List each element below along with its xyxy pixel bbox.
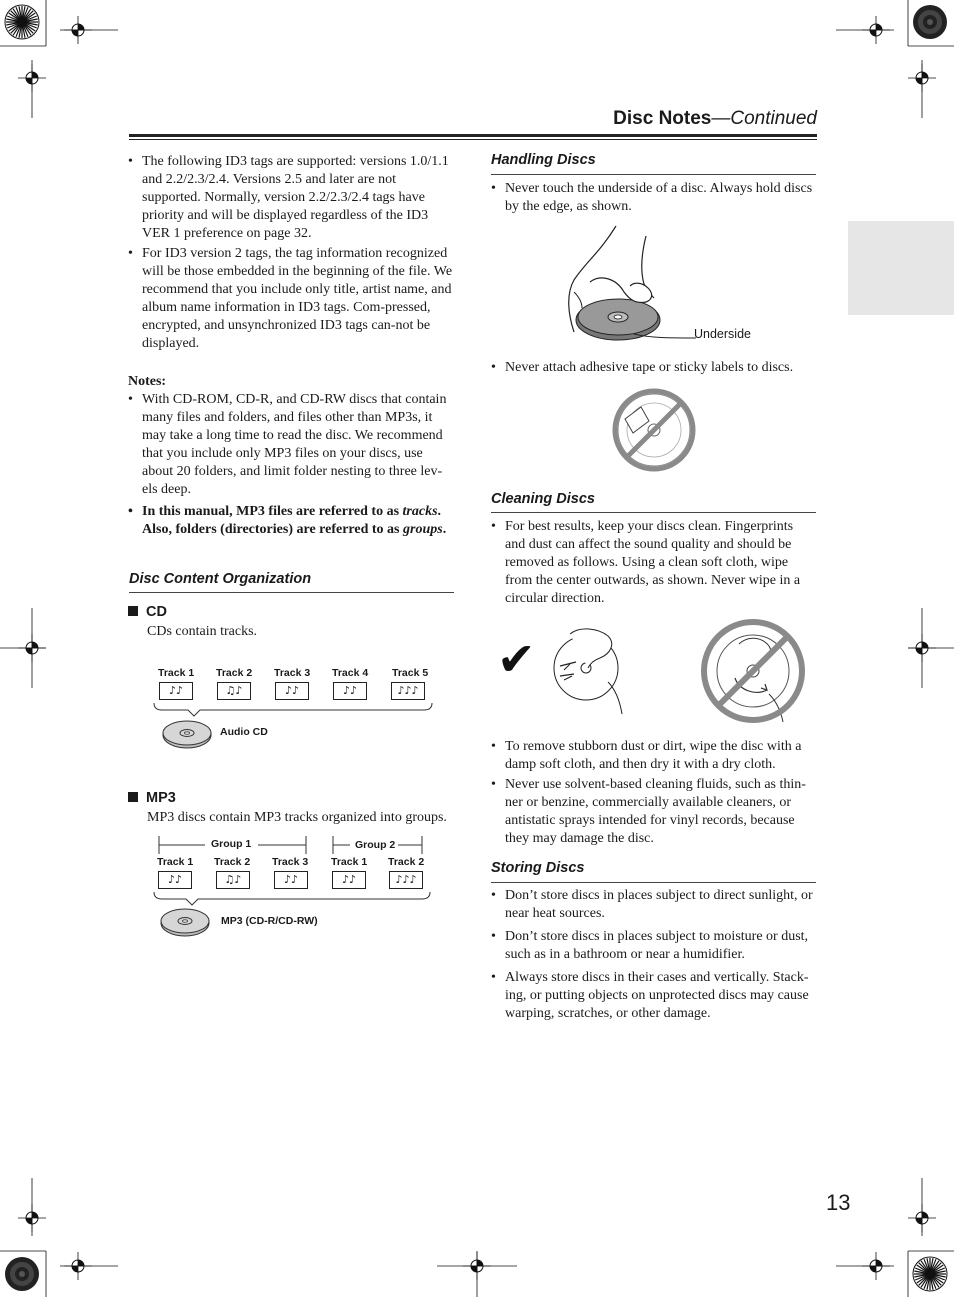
music-note-icon: ♫♪ [217, 682, 251, 700]
audio-cd-label: Audio CD [220, 726, 268, 738]
music-note-icon: ♪♪ [158, 871, 192, 889]
bold-note-part2: . Also, folders (directories) are referred to as [142, 504, 442, 537]
track-label: Track 3 [272, 856, 309, 868]
title-continued: —Continued [711, 108, 817, 129]
list-item: • Never use solvent-based cleaning fluids, such as thin-ner or benzine, commercially available cleaners, or antistatic sprays intended for vinyl records, because they may damage the disc. [491, 776, 816, 848]
page-number: 13 [826, 1190, 851, 1215]
cd-diagram [150, 664, 440, 754]
storing-rule [491, 882, 816, 883]
square-bullet-icon [128, 606, 138, 616]
track-label: Track 2 [214, 856, 251, 868]
disc-icon [162, 720, 214, 750]
music-note-icon: ♪♪ [332, 871, 366, 889]
handling-text-1 [491, 180, 816, 218]
square-bullet-icon [128, 792, 138, 802]
list-item: • For best results, keep your discs clean. Fingerprints and dust can affect the sound quality and should be removed as follows. Using a clean soft cloth, wipe from the center outwards, as shown. Never wipe in a circular direction. [491, 518, 816, 608]
id3-list [128, 153, 455, 355]
bracket-icon [150, 891, 440, 909]
list-item: • Always store discs in their cases and vertically. Stack-ing, or putting objects on unprotected discs may cause warping, scratches, or other damage. [491, 969, 818, 1023]
music-note-icon: ♫♪ [216, 871, 250, 889]
track-label: Track 1 [158, 667, 195, 679]
track-label: Track 5 [392, 667, 429, 679]
storing-text [491, 887, 818, 1025]
cd-text: CDs contain tracks. [147, 624, 258, 639]
list-item: • For ID3 version 2 tags, the tag information recognized will be those embedded in the beginning of the file. We recommend that you include only title, artist name, and album name information in ID3 tags. Com-pressed, encrypted, and unsynchronized ID3 tags can-not be displayed. [128, 245, 455, 353]
list-item: • Never attach adhesive tape or sticky labels to discs. [491, 359, 816, 377]
no-tape-disc-icon [611, 387, 697, 473]
list-item-bold-note [128, 503, 455, 539]
track-label: Track 4 [332, 667, 369, 679]
list-item: • The following ID3 tags are supported: versions 1.0/1.1 and 2.2/2.3/2.4. Versions 2.5 and later are not supported. Normally, version 2.2/2.3/2.4 tags have priority and will be displayed regardless of the ID3 VER 1 preference on page 32. [128, 153, 455, 243]
bracket-icon [150, 702, 440, 720]
cd-heading [128, 604, 167, 620]
list-item: • Don’t store discs in places subject to direct sunlight, or near heat sources. [491, 887, 818, 923]
bold-note-part1: In this manual, MP3 files are referred to as [142, 504, 403, 519]
list-item: • Don’t store discs in places subject to moisture or dust, such as in a bathroom or near a humidifier. [491, 928, 818, 964]
bold-note-part3: . [442, 522, 447, 537]
music-note-icon: ♪♪ [159, 682, 193, 700]
mp3-diagram [150, 834, 440, 942]
handling-rule [491, 174, 816, 175]
bold-note-groups: groups [403, 522, 443, 537]
list-item: • With CD-ROM, CD-R, and CD-RW discs that contain many files and folders, and files other than MP3s, it may take a long time to read the disc. We recommend that you include only MP3 files on your discs, use about 20 folders, and limit folder nesting to three lev-els deep. [128, 391, 455, 499]
track-label: Track 1 [157, 856, 194, 868]
notes-heading: Notes: [128, 374, 167, 389]
music-note-icon: ♪♪♪ [391, 682, 425, 700]
header-rule-thick [129, 134, 817, 137]
no-circular-wiping-icon [699, 618, 807, 724]
disc-org-heading: Disc Content Organization [129, 571, 312, 587]
header-rule-thin [129, 139, 817, 140]
side-tab [848, 221, 954, 315]
group-label: Group 1 [211, 838, 252, 850]
handling-text-2 [491, 359, 816, 379]
cleaning-text-1 [491, 518, 816, 610]
storing-heading: Storing Discs [491, 860, 585, 876]
title-text: Disc Notes [613, 108, 712, 129]
mp3-disc-label: MP3 (CD-R/CD-RW) [221, 915, 318, 927]
hand-holding-disc-icon [560, 222, 700, 347]
music-note-icon: ♪♪ [275, 682, 309, 700]
cleaning-rule [491, 512, 816, 513]
page-title [613, 108, 817, 130]
mp3-heading [128, 790, 176, 806]
underside-label: Underside [694, 327, 751, 341]
mp3-heading-text: MP3 [146, 790, 176, 806]
music-note-icon: ♪♪ [274, 871, 308, 889]
track-label: Track 2 [388, 856, 425, 868]
list-item: • Never touch the underside of a disc. Always hold discs by the edge, as shown. [491, 180, 816, 216]
correct-wiping-icon [550, 624, 630, 716]
mp3-text: MP3 discs contain MP3 tracks organized into groups. [147, 810, 447, 825]
disc-org-rule [129, 592, 454, 593]
notes-block [128, 373, 455, 541]
cleaning-heading: Cleaning Discs [491, 491, 595, 507]
disc-icon [160, 908, 212, 938]
list-item: • To remove stubborn dust or dirt, wipe the disc with a damp soft cloth, and then dry it with a dry cloth. [491, 738, 816, 774]
handling-heading: Handling Discs [491, 152, 596, 168]
music-note-icon: ♪♪ [333, 682, 367, 700]
bold-note-tracks: tracks [402, 504, 438, 519]
track-label: Track 3 [274, 667, 311, 679]
group-label: Group 2 [355, 839, 396, 851]
check-mark-icon: ✔ [497, 632, 536, 686]
cleaning-text-2 [491, 738, 816, 850]
cd-heading-text: CD [146, 604, 167, 620]
track-label: Track 1 [331, 856, 368, 868]
track-label: Track 2 [216, 667, 253, 679]
music-note-icon: ♪♪♪ [389, 871, 423, 889]
